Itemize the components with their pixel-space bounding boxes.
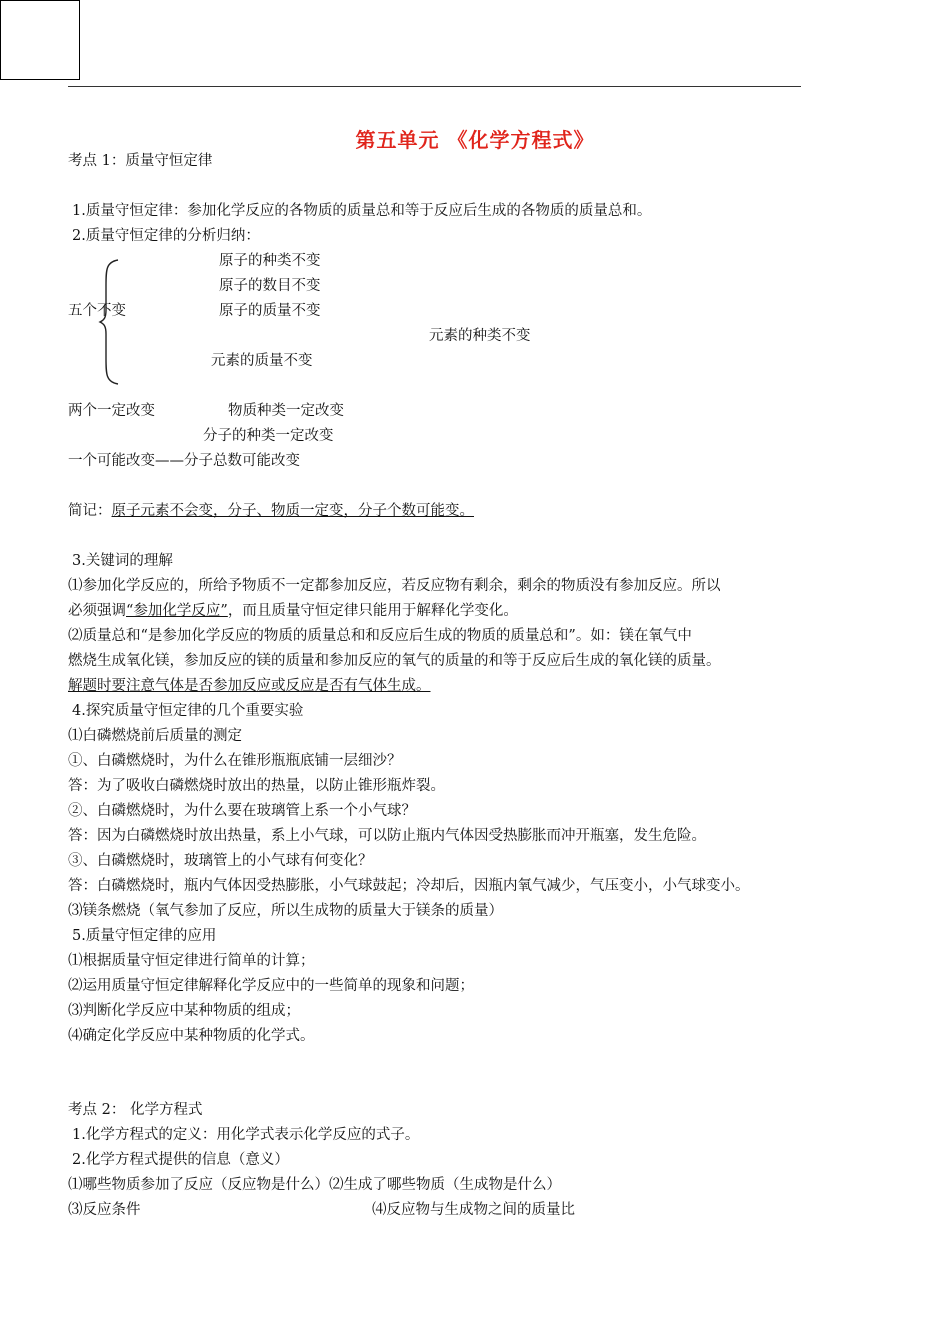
equation-info-3: ⑶反应条件 — [68, 1202, 141, 1218]
mnemonic-text: 原子元素不会变，分子、物质一定变，分子个数可能变。 — [111, 503, 474, 519]
header-rule — [68, 86, 801, 87]
equation-definition: 1.化学方程式的定义：用化学式表示化学反应的式子。 — [72, 1127, 420, 1143]
unchanged-item-5: 元素的质量不变 — [211, 353, 313, 369]
unchanged-item-1: 原子的种类不变 — [219, 253, 321, 269]
mnemonic-prefix: 简记： — [68, 503, 112, 519]
mnemonic — [68, 501, 474, 521]
experiment-3: ⑶镁条燃烧（氧气参加了反应，所以生成物的质量大于镁条的质量） — [68, 903, 503, 919]
equation-info-1: ⑴哪些物质参加了反应（反应物是什么）⑵生成了哪些物质（生成物是什么） — [68, 1177, 561, 1193]
paragraph-5: 5.质量守恒定律的应用 — [72, 928, 217, 944]
keyword-note-2a: ⑵质量总和“是参加化学反应的物质的质量总和和反应后生成的物质的质量总和”。如：镁在氧气中 — [68, 628, 692, 644]
keyword-note-2b: 燃烧生成氧化镁，参加反应的镁的质量和参加反应的氧气的质量的和等于反应后生成的氧化镁的质量。 — [68, 653, 721, 669]
answer-3: 答：白磷燃烧时，瓶内气体因受热膨胀，小气球鼓起；冷却后，因瓶内氧气减少，气压变小，小气球变小。 — [68, 878, 750, 894]
unchanged-item-4: 元素的种类不变 — [429, 328, 531, 344]
page-title: 第五单元 《化学方程式》 — [355, 128, 595, 152]
paragraph-4: 4.探究质量守恒定律的几个重要实验 — [72, 703, 304, 719]
keyword-note-1b-underlined: “参加化学反应” — [126, 603, 228, 619]
application-3: ⑶判断化学反应中某种物质的组成； — [68, 1003, 300, 1019]
application-1: ⑴根据质量守恒定律进行简单的计算； — [68, 953, 315, 969]
paragraph-3: 3.关键词的理解 — [72, 553, 173, 569]
unchanged-item-2: 原子的数目不变 — [219, 278, 321, 294]
curly-brace — [98, 258, 120, 386]
answer-1: 答：为了吸收白磷燃烧时放出的热量，以防止锥形瓶炸裂。 — [68, 778, 445, 794]
equation-info-4: ⑷反应物与生成物之间的质量比 — [372, 1202, 575, 1218]
corner-box — [0, 0, 80, 80]
keyword-note-1a: ⑴参加化学反应的，所给予物质不一定都参加反应，若反应物有剩余，剩余的物质没有参加反应。所以 — [68, 578, 721, 594]
question-2: ②、白磷燃烧时，为什么要在玻璃管上系一个小气球？ — [68, 803, 416, 819]
section-heading-kaodian-1: 考点 1：质量守恒定律 — [68, 153, 213, 169]
keyword-note-1b — [68, 601, 518, 621]
keyword-note-2c: 解题时要注意气体是否参加反应或反应是否有气体生成。 — [68, 678, 431, 694]
changed-item-2: 分子的种类一定改变 — [203, 428, 334, 444]
answer-2: 答：因为白磷燃烧时放出热量，系上小气球，可以防止瓶内气体因受热膨胀而冲开瓶塞，发生危险。 — [68, 828, 706, 844]
question-3: ③、白磷燃烧时，玻璃管上的小气球有何变化？ — [68, 853, 373, 869]
paragraph-2: 2.质量守恒定律的分析归纳： — [72, 228, 260, 244]
keyword-note-1b-post: ，而且质量守恒定律只能用于解释化学变化。 — [227, 603, 518, 619]
five-unchanged-label: 五个不变 — [68, 303, 126, 319]
application-4: ⑷确定化学反应中某种物质的化学式。 — [68, 1028, 315, 1044]
paragraph-1: 1.质量守恒定律：参加化学反应的各物质的质量总和等于反应后生成的各物质的质量总和。 — [72, 203, 652, 219]
one-may-change: 一个可能改变——分子总数可能改变 — [68, 453, 300, 469]
application-2: ⑵运用质量守恒定律解释化学反应中的一些简单的现象和问题； — [68, 978, 474, 994]
unchanged-item-3: 原子的质量不变 — [219, 303, 321, 319]
section-heading-kaodian-2: 考点 2： 化学方程式 — [68, 1102, 203, 1118]
two-changed-label: 两个一定改变 — [68, 403, 155, 419]
experiment-1: ⑴白磷燃烧前后质量的测定 — [68, 728, 242, 744]
question-1: ①、白磷燃烧时，为什么在锥形瓶瓶底铺一层细沙？ — [68, 753, 402, 769]
keyword-note-1b-pre: 必须强调 — [68, 603, 126, 619]
changed-item-1: 物质种类一定改变 — [228, 403, 344, 419]
equation-info-heading: 2.化学方程式提供的信息（意义） — [72, 1152, 289, 1168]
